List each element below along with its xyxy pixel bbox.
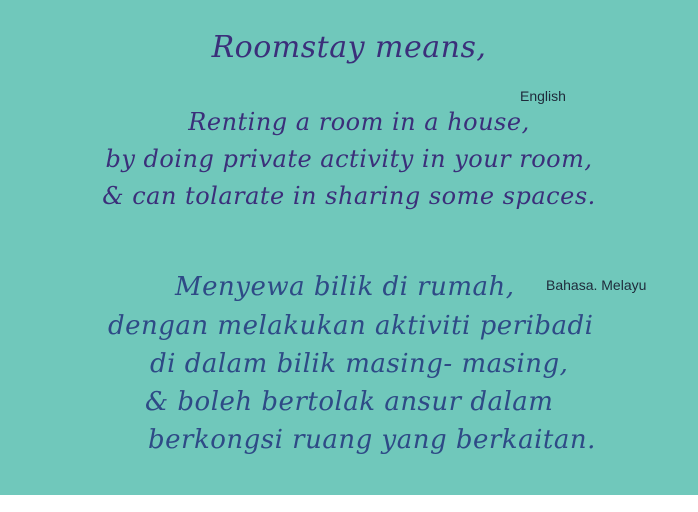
malay-line-4: & boleh bertolak ansur dalam — [145, 387, 554, 417]
english-line-1: Renting a room in a house, — [188, 108, 530, 136]
malay-line-3: di dalam bilik masing- masing, — [150, 349, 569, 379]
heading: Roomstay means, — [211, 30, 487, 65]
english-line-2: by doing private activity in your room, — [105, 145, 593, 173]
malay-line-2: dengan melakukan aktiviti peribadi — [108, 311, 594, 341]
malay-line-1: Menyewa bilik di rumah, — [175, 272, 515, 302]
malay-language-tag: Bahasa. Melayu — [546, 277, 647, 293]
malay-line-5: berkongsi ruang yang berkaitan. — [148, 425, 596, 455]
english-line-3: & can tolarate in sharing some spaces. — [102, 182, 596, 210]
english-language-tag: English — [520, 88, 566, 104]
